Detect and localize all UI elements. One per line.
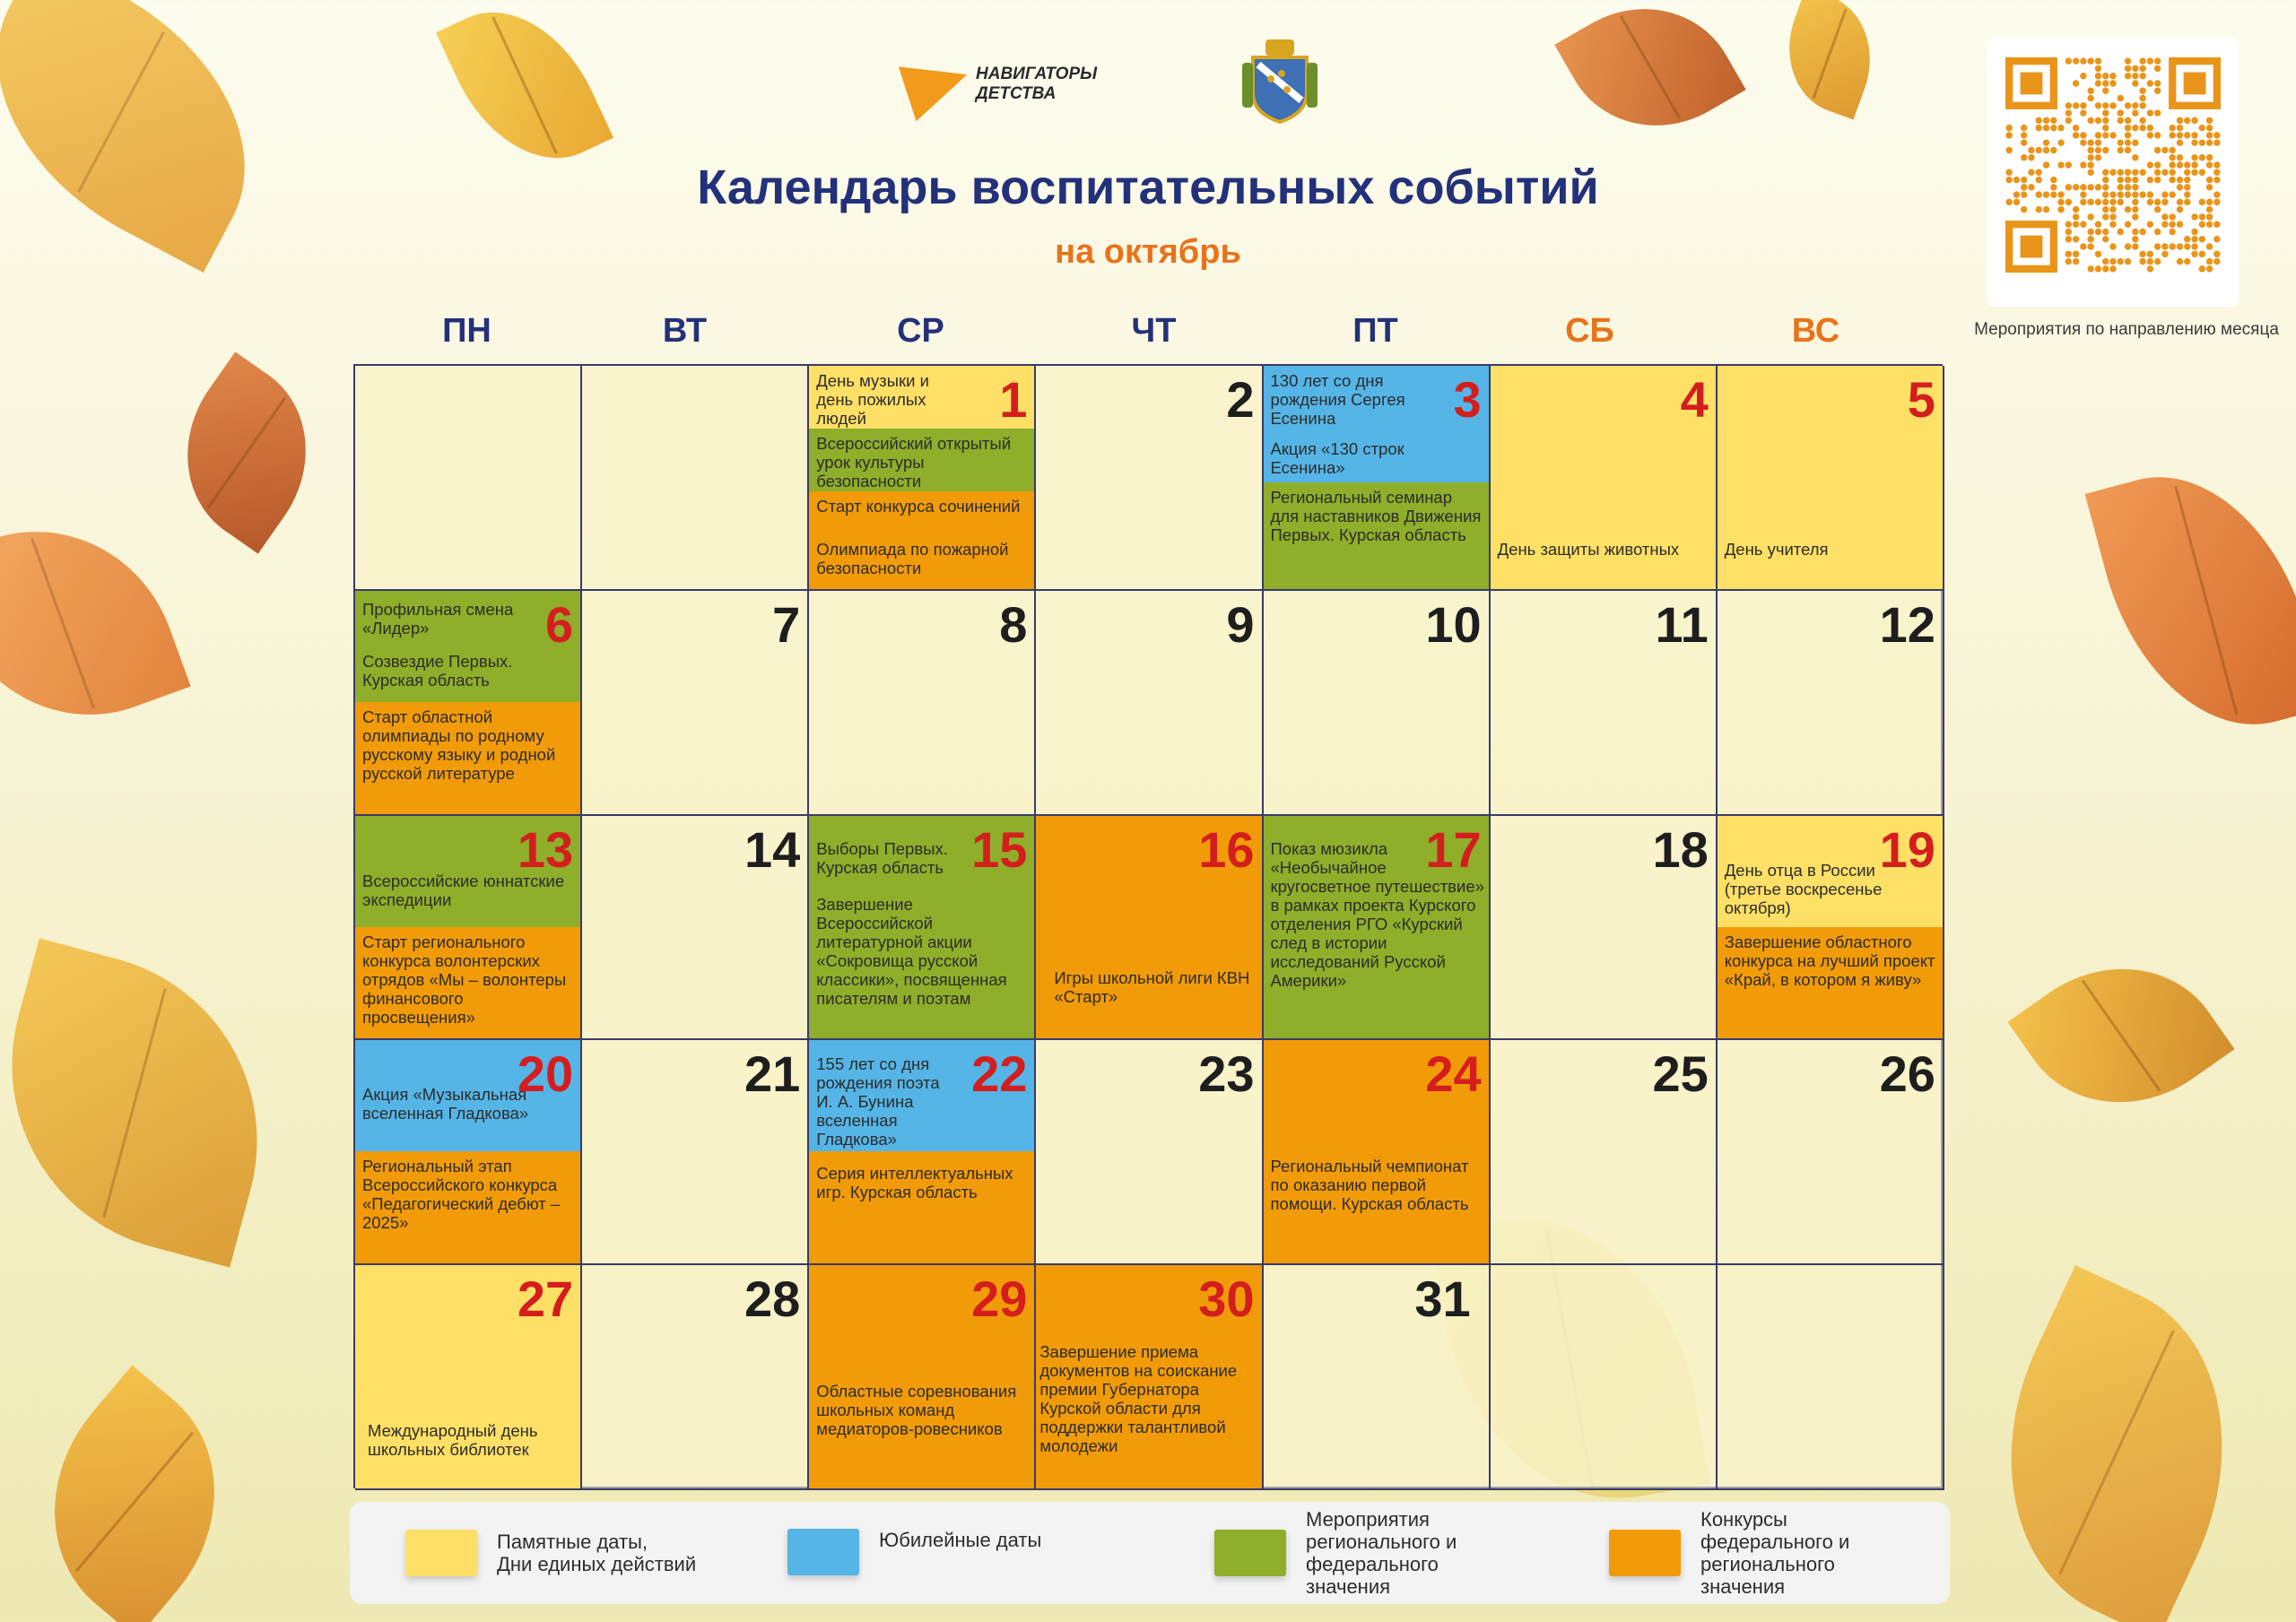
calendar-cell-31[interactable] [1264, 1265, 1491, 1490]
event-federal: Всероссийские юннатские экспедиции [355, 816, 580, 927]
day-number: 9 [1226, 595, 1255, 653]
legend-label: Памятные даты, Дни единых действий [497, 1531, 697, 1575]
event-contest: Завершение областного конкурса на лучший проект «Край, в котором я живу» [1718, 927, 1943, 1041]
day-number: 1 [999, 371, 1028, 428]
day-number: 26 [1879, 1045, 1935, 1103]
calendar-cell-18[interactable] [1491, 816, 1718, 1041]
event-federal: Всероссийский открытый урок культуры безопасности [809, 429, 1034, 491]
calendar-cell-15[interactable] [809, 816, 1036, 1041]
legend-item-memorable [405, 1502, 696, 1604]
autumn-leaf-decoration [148, 351, 345, 553]
event-contest: Старт регионального конкурса волонтерских отрядов «Мы – волонтеры финансового просвещения» [355, 927, 580, 1041]
event-anniversary: Акция «130 строк Есенина» [1270, 439, 1405, 477]
calendar-cell-11[interactable] [1491, 591, 1718, 816]
day-number: 29 [971, 1271, 1028, 1328]
calendar-cell-22[interactable] [809, 1040, 1036, 1265]
day-number: 16 [1198, 820, 1255, 878]
day-number: 6 [544, 595, 574, 653]
paper-plane-icon [899, 48, 976, 121]
legend-item-regional [1214, 1502, 1485, 1604]
weekday-fri: ПТ [1352, 312, 1398, 350]
page-title: Календарь воспитательных событий [697, 160, 1599, 214]
calendar-cell-8[interactable] [809, 591, 1036, 816]
calendar-cell-empty [582, 366, 809, 591]
page-subtitle: на октябрь [1055, 233, 1241, 271]
navigators-logo-text: НАВИГАТОРЫ ДЕТСТВА [976, 65, 1098, 103]
calendar-cell-4[interactable] [1491, 366, 1718, 591]
calendar-cell-27[interactable] [355, 1265, 582, 1490]
weekday-thu: ЧТ [1131, 312, 1177, 350]
day-number: 13 [517, 820, 574, 878]
calendar-cell-5[interactable] [1718, 366, 1944, 591]
legend-swatch-yellow [405, 1530, 477, 1576]
calendar-cell-29[interactable] [809, 1265, 1036, 1490]
weekday-tue: ВТ [662, 312, 708, 350]
autumn-leaf-decoration [2007, 924, 2234, 1147]
kursk-coat-of-arms-icon [1240, 34, 1319, 124]
calendar-cell-12[interactable] [1718, 591, 1944, 816]
calendar-cell-14[interactable] [582, 816, 809, 1041]
weekday-wed: СР [897, 312, 944, 350]
calendar-cell-2[interactable] [1036, 366, 1263, 591]
qr-code-icon [2005, 57, 2221, 273]
legend-swatch-green [1214, 1530, 1286, 1576]
day-number: 31 [1414, 1271, 1471, 1328]
calendar-cell-empty [1718, 1265, 1944, 1490]
event-anniversary: 130 лет со дня рождения Сергея Есенина [1264, 366, 1489, 482]
event-regional: Профильная смена «Лидер» [355, 591, 580, 702]
event-contest: Игры школьной лиги КВН «Старт» [1054, 967, 1250, 1006]
day-number: 2 [1226, 371, 1255, 428]
calendar-cell-13[interactable] [355, 816, 582, 1041]
day-number: 25 [1652, 1045, 1709, 1103]
legend-item-contests [1609, 1502, 1880, 1604]
event-memorable: День музыки и день пожилых людей [809, 366, 1034, 429]
event-regional: Созвездие Первых. Курская область [362, 651, 513, 690]
weekday-mon: ПН [442, 312, 491, 350]
day-number: 10 [1425, 595, 1482, 653]
legend [350, 1502, 1950, 1604]
day-number: 17 [1425, 820, 1482, 878]
calendar-cell-19[interactable] [1718, 816, 1944, 1041]
day-number: 8 [999, 595, 1028, 653]
day-number: 3 [1453, 371, 1482, 428]
day-number: 28 [744, 1271, 801, 1328]
day-number: 18 [1652, 820, 1709, 878]
day-number: 11 [1655, 595, 1709, 653]
calendar-cell-17[interactable] [1264, 816, 1491, 1041]
legend-label: Юбилейные даты [879, 1529, 1042, 1551]
autumn-leaf-decoration [0, 1366, 270, 1622]
event-contest: Старт областной олимпиады по родному русскому языку и родной русской литературе [355, 702, 580, 816]
autumn-leaf-decoration [0, 0, 300, 273]
event-regional: Выборы Первых. Курская область [816, 838, 948, 877]
calendar-grid [353, 364, 1943, 1488]
day-number: 21 [744, 1045, 801, 1103]
weekday-sat: СБ [1565, 312, 1614, 350]
event-regional: Показ мюзикла «Необычайное кругосветное путешествие» в рамках проекта Курского отделения РГО «Курский след в истории исследований Русской Америки» [1270, 838, 1484, 990]
event-federal: Завершение Всероссийской литературной акции «Сокровища русской классики», посвященная писателям и поэтам [816, 894, 1007, 1008]
calendar-cell-30[interactable] [1036, 1265, 1263, 1490]
calendar-cell-empty [1491, 1265, 1718, 1490]
calendar-cell-24[interactable] [1264, 1040, 1491, 1265]
calendar-cell-3[interactable] [1264, 366, 1491, 591]
calendar-cell-empty [355, 366, 582, 591]
event-regional: Региональный семинар для наставников Движения Первых. Курская область [1264, 482, 1489, 591]
day-number: 7 [772, 595, 801, 653]
calendar-cell-26[interactable] [1718, 1040, 1944, 1265]
autumn-leaf-decoration [1554, 0, 1746, 161]
event-contest: Старт конкурса сочинений [809, 491, 1034, 534]
calendar-cell-10[interactable] [1264, 591, 1491, 816]
navigators-logo [906, 56, 1098, 113]
day-number: 5 [1907, 371, 1935, 428]
calendar-cell-9[interactable] [1036, 591, 1263, 816]
legend-label: Мероприятия регионального и федерального значения [1306, 1508, 1457, 1598]
calendar-cell-20[interactable] [355, 1040, 582, 1265]
qr-code[interactable] [1987, 38, 2239, 307]
event-memorable: День учителя [1724, 540, 1829, 559]
day-number: 20 [517, 1045, 574, 1103]
day-number: 4 [1680, 371, 1709, 428]
legend-label: Конкурсы федерального и регионального значения [1700, 1508, 1850, 1598]
autumn-leaf-decoration [2085, 447, 2296, 754]
event-memorable: День отца в России (третье воскресенье октября) [1718, 816, 1943, 927]
event-anniversary: 155 лет со дня рождения поэта И. А. Бунина вселенная Гладкова» [809, 1040, 1034, 1151]
legend-swatch-blue [787, 1529, 859, 1575]
calendar-cell-25[interactable] [1491, 1040, 1718, 1265]
event-anniversary: Акция «Музыкальная вселенная Гладкова» [355, 1040, 580, 1151]
event-contest: Региональный этап Всероссийского конкурса «Педагогический дебют – 2025» [355, 1151, 580, 1265]
day-number: 15 [971, 820, 1028, 878]
event-contest: Региональный чемпионат по оказанию первой помощи. Курская область [1270, 1157, 1469, 1214]
autumn-leaf-decoration [1769, 0, 1890, 119]
legend-item-anniversary [787, 1502, 1041, 1604]
calendar-cell-21[interactable] [582, 1040, 809, 1265]
calendar-cell-28[interactable] [582, 1265, 809, 1490]
event-memorable: День защиты животных [1497, 540, 1680, 559]
day-number: 12 [1879, 595, 1935, 653]
day-number: 19 [1879, 820, 1935, 878]
day-number: 22 [971, 1045, 1028, 1103]
event-contest: Завершение приема документов на соискание премии Губернатора Курской области для поддержки талантливой молодежи [1039, 1342, 1238, 1456]
calendar-cell-7[interactable] [582, 591, 809, 816]
calendar-cell-6[interactable] [355, 591, 582, 816]
legend-swatch-orange [1609, 1530, 1681, 1576]
day-number: 24 [1425, 1045, 1482, 1103]
day-number: 30 [1198, 1271, 1255, 1328]
day-number: 14 [744, 820, 801, 878]
day-number: 23 [1198, 1045, 1255, 1103]
event-regional: Серия интеллектуальных игр. Курская область [809, 1151, 1034, 1265]
calendar-cell-23[interactable] [1036, 1040, 1263, 1265]
autumn-leaf-decoration [0, 938, 300, 1267]
event-memorable: Международный день школьных библиотек [368, 1421, 538, 1460]
autumn-leaf-decoration [0, 492, 191, 753]
calendar-cell-1[interactable] [809, 366, 1036, 591]
event-contest: Областные соревнования школьных команд медиаторов-ровесников [816, 1382, 1017, 1439]
weekday-sun: ВС [1791, 312, 1840, 350]
day-number: 27 [517, 1271, 574, 1328]
event-contest: Олимпиада по пожарной безопасности [809, 534, 1034, 591]
calendar-cell-16[interactable] [1036, 816, 1263, 1041]
autumn-leaf-decoration [1946, 1265, 2286, 1622]
qr-caption: Мероприятия по направлению месяца [1974, 320, 2279, 339]
